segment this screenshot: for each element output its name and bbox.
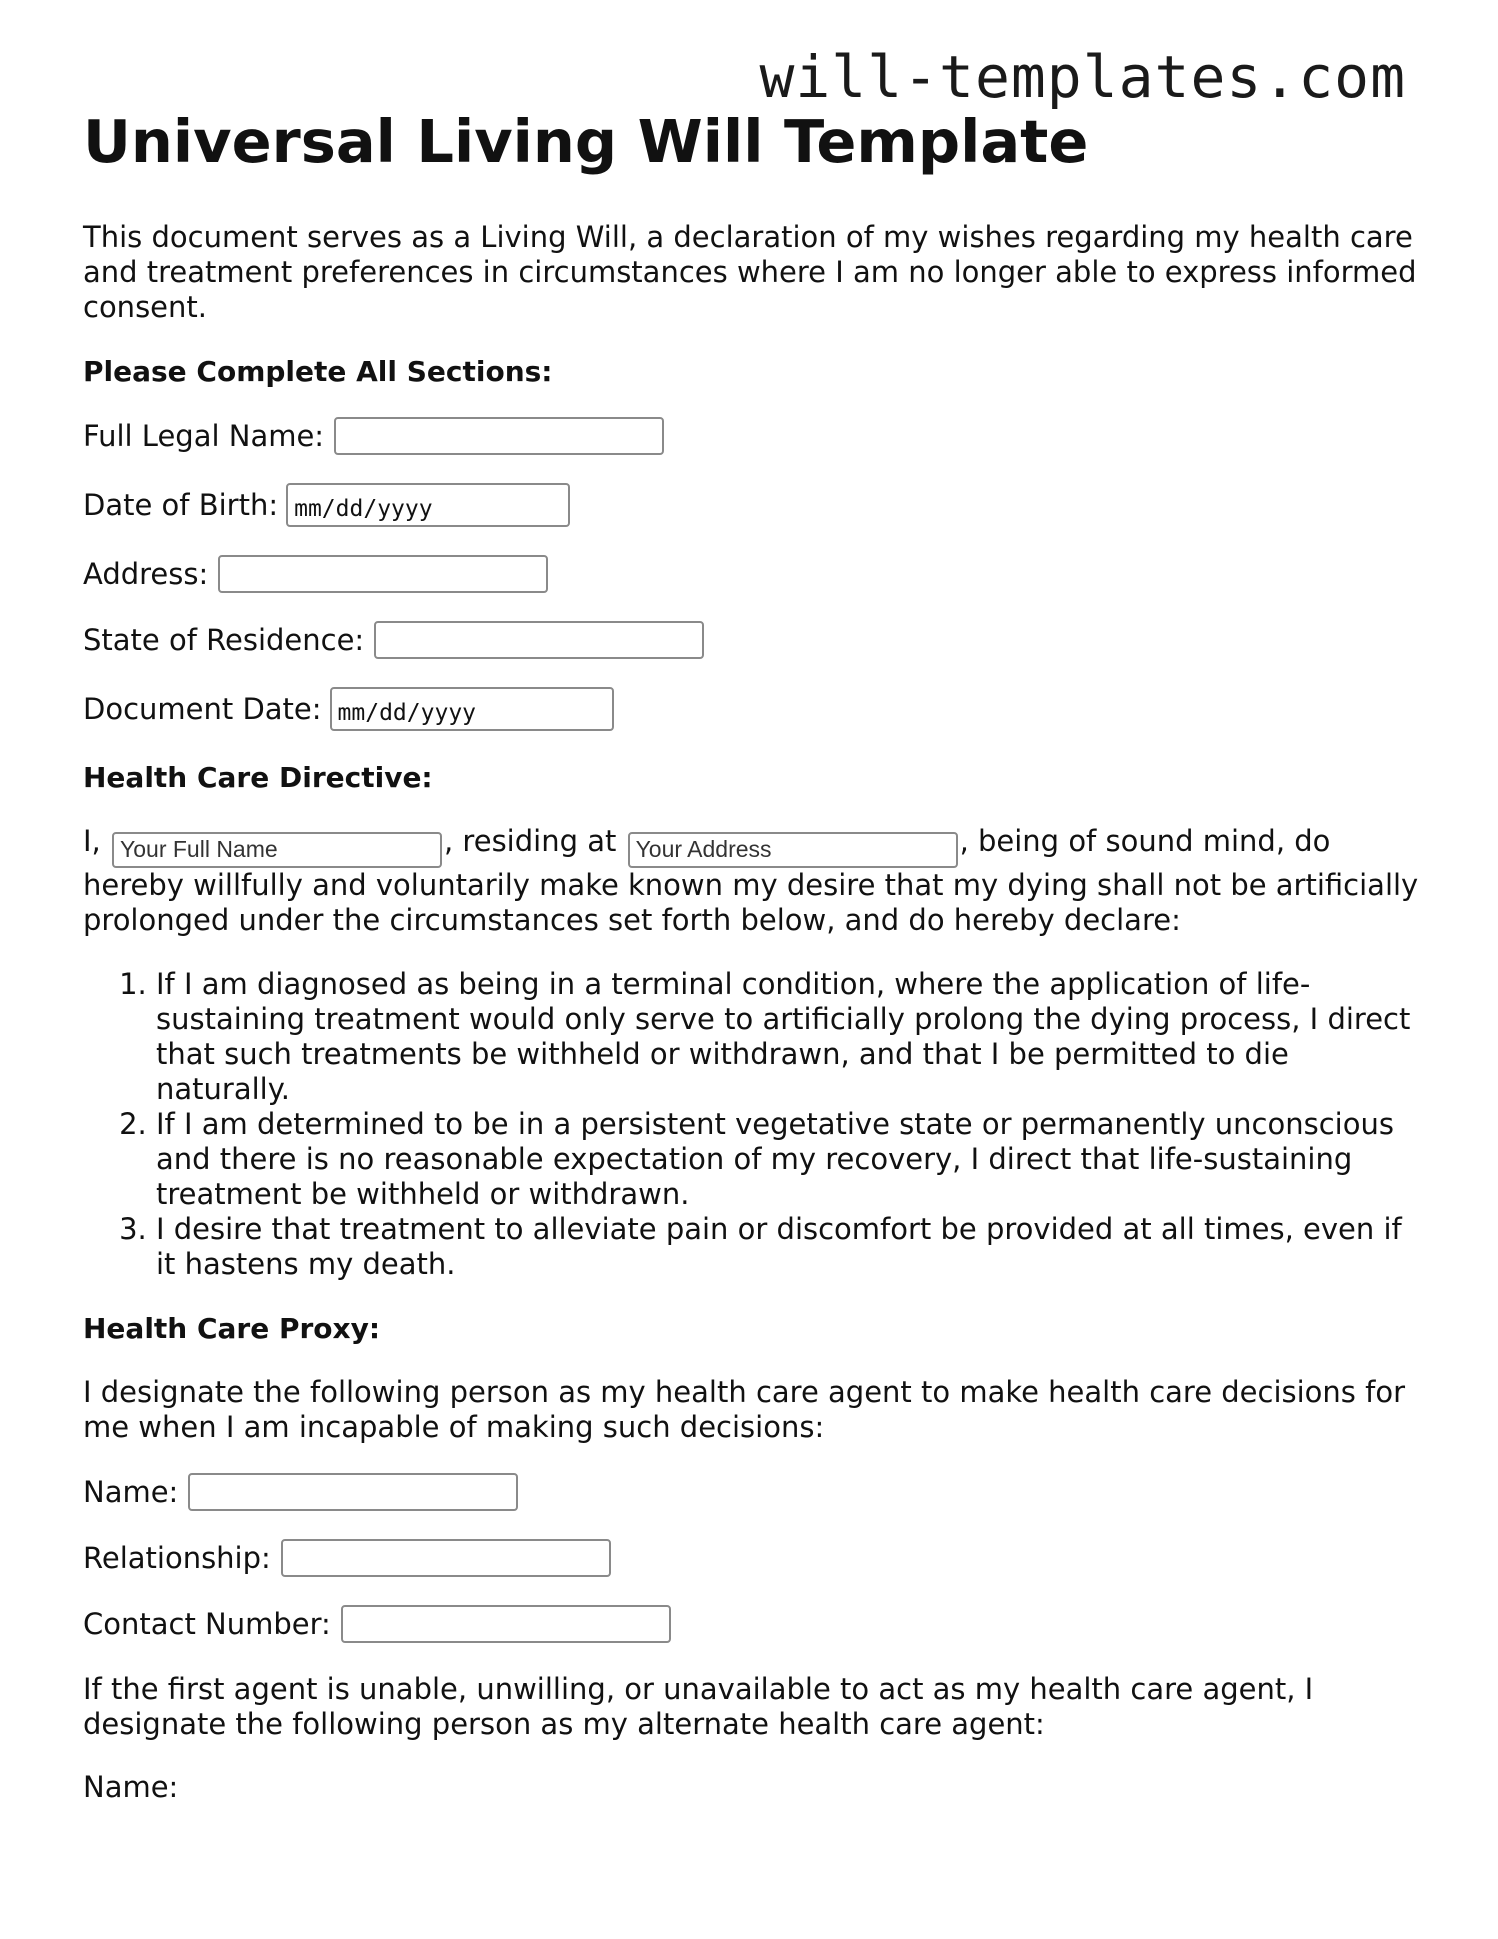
directive-full-name-input[interactable]: Your Full Name	[112, 832, 442, 868]
list-item: 2. If I am determined to be in a persistent vegetative state or permanently unconscious and there is no reasonable expectation of my recovery, I direct that life-sustaining treatment be withheld or withdrawn.	[156, 1107, 1423, 1212]
page-title: Universal Living Will Template	[83, 107, 1089, 176]
intro-paragraph: This document serves as a Living Will, a declaration of my wishes regarding my health care and treatment preferences in circumstances where I am no longer able to express informed consent.	[83, 220, 1417, 324]
agent-name-label: Name:	[83, 1474, 179, 1509]
relationship-label: Relationship:	[83, 1540, 271, 1575]
date-of-birth-input[interactable]: mm/dd/yyyy	[286, 483, 570, 527]
state-of-residence-input[interactable]	[374, 621, 704, 659]
document-body	[83, 104, 1423, 1805]
complete-sections-heading: Please Complete All Sections:	[83, 355, 553, 388]
relationship-row	[83, 1539, 1423, 1577]
contact-number-row	[83, 1605, 1423, 1643]
directive-list	[83, 967, 1423, 1282]
address-row	[83, 555, 1423, 593]
list-item: 3. I desire that treatment to alleviate pain or discomfort be provided at all times, even if it hastens my death.	[156, 1212, 1423, 1282]
date-of-birth-row	[83, 483, 1423, 527]
agent-name-row	[83, 1473, 1423, 1511]
proxy-intro-paragraph: I designate the following person as my health care agent to make health care decisions for me when I am incapable of making such decisions:	[83, 1375, 1405, 1444]
alternate-name-label: Name:	[83, 1770, 179, 1804]
date-of-birth-label: Date of Birth:	[83, 487, 279, 522]
directive-residing-text: , residing at	[444, 824, 617, 858]
document-date-label: Document Date:	[83, 691, 322, 726]
directive-paragraph	[83, 824, 1423, 938]
relationship-input[interactable]	[281, 1539, 611, 1577]
watermark: will-templates.com	[759, 43, 1406, 111]
document-date-input[interactable]: mm/dd/yyyy	[330, 687, 614, 731]
alternate-agent-paragraph: If the first agent is unable, unwilling, or unavailable to act as my health care agent, I designate the following person as my alternate health care agent:	[83, 1672, 1314, 1741]
full-legal-name-input[interactable]	[334, 417, 664, 455]
document-date-row	[83, 687, 1423, 731]
address-input[interactable]	[218, 555, 548, 593]
agent-name-input[interactable]	[188, 1473, 518, 1511]
directive-prefix: I,	[83, 824, 101, 858]
health-care-directive-heading: Health Care Directive:	[83, 761, 433, 794]
address-label: Address:	[83, 556, 209, 591]
state-of-residence-label: State of Residence:	[83, 622, 365, 657]
directive-declaration-text: , being of sound mind, do hereby willfully and voluntarily make known my desire that my dying shall not be artificially prolonged under the circumstances set forth below, and do hereby declare:	[83, 824, 1419, 937]
full-legal-name-label: Full Legal Name:	[83, 418, 325, 453]
list-item: 1. If I am diagnosed as being in a terminal condition, where the application of life-sustaining treatment would only serve to artificially prolong the dying process, I direct that such treatments be withheld or withdrawn, and that I be permitted to die naturally.	[156, 967, 1423, 1107]
state-of-residence-row	[83, 621, 1423, 659]
health-care-proxy-heading: Health Care Proxy:	[83, 1312, 381, 1345]
alternate-name-row	[83, 1770, 1423, 1805]
contact-number-label: Contact Number:	[83, 1606, 331, 1641]
directive-address-input[interactable]: Your Address	[628, 832, 958, 868]
contact-number-input[interactable]	[341, 1605, 671, 1643]
full-legal-name-row	[83, 417, 1423, 455]
